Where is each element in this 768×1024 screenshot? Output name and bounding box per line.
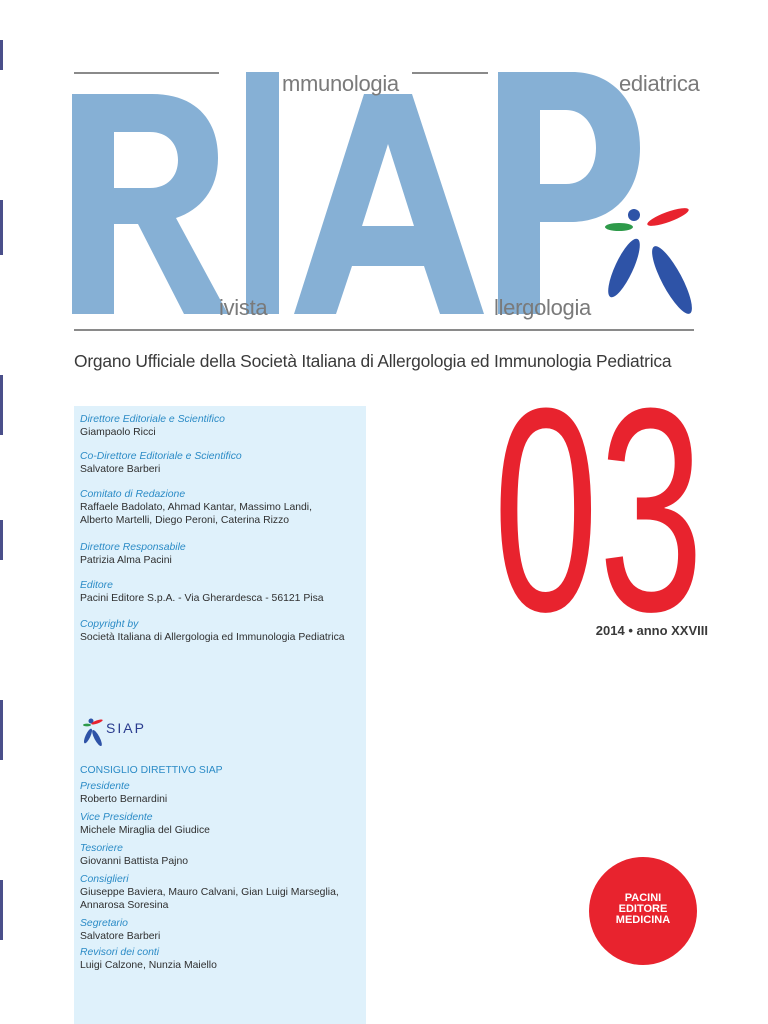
board-role: Direttore Editoriale e Scientifico <box>80 414 225 425</box>
council-heading-entry <box>80 764 223 777</box>
board-names: Alberto Martelli, Diego Peroni, Caterina Rizzo <box>80 515 290 526</box>
board-names: Patrizia Alma Pacini <box>80 555 172 566</box>
riap-logo <box>0 0 768 340</box>
board-entry <box>80 579 324 605</box>
board-names: Pacini Editore S.p.A. - Via Gherardesca - 56121 Pisa <box>80 593 324 604</box>
board-entry <box>80 618 345 644</box>
edge-mark <box>0 700 3 760</box>
badge-line: EDITORE <box>618 903 668 915</box>
edge-mark <box>0 880 3 940</box>
siap-logo <box>82 716 182 748</box>
council-role: Presidente <box>80 781 130 792</box>
siap-logo-text: SIAP <box>106 720 146 736</box>
council-entry <box>80 917 160 943</box>
issue-year-line: 2014 • anno XXVIII <box>595 623 708 638</box>
board-names: Società Italiana di Allergologia ed Immunologia Pediatrica <box>80 632 345 643</box>
council-names: Michele Miraglia del Giudice <box>80 825 210 836</box>
logo-letter-r <box>72 94 228 314</box>
council-entry <box>80 946 217 972</box>
council-names: Giuseppe Baviera, Mauro Calvani, Gian Luigi Marseglia, <box>80 887 339 898</box>
council-role: Segretario <box>80 918 128 929</box>
board-names: Salvatore Barberi <box>80 464 161 475</box>
masthead-word-rivista: ivista <box>219 295 268 320</box>
masthead-rule-middle <box>412 72 488 74</box>
board-role: Copyright by <box>80 619 139 630</box>
issue-number <box>490 388 710 638</box>
council-entry <box>80 780 167 806</box>
publisher-badge-text <box>589 893 697 926</box>
publisher-badge <box>589 857 697 965</box>
board-role: Direttore Responsabile <box>80 542 186 553</box>
council-names: Luigi Calzone, Nunzia Maiello <box>80 960 217 971</box>
journal-subtitle: Organo Ufficiale della Società Italiana di Allergologia ed Immunologia Pediatrica <box>74 351 672 371</box>
council-role: Tesoriere <box>80 843 123 854</box>
edge-mark <box>0 375 3 435</box>
board-entry <box>80 413 225 439</box>
council-heading: CONSIGLIO DIRETTIVO SIAP <box>80 765 223 776</box>
logo-letter-i <box>246 72 279 314</box>
masthead-rule-left <box>74 72 219 74</box>
logo-letter-a <box>294 94 484 314</box>
council-entry <box>80 842 188 868</box>
editorial-panel <box>74 406 366 1024</box>
board-role: Co-Direttore Editoriale e Scientifico <box>80 451 242 462</box>
masthead-word-allergologia: llergologia <box>494 295 591 320</box>
board-role: Comitato di Redazione <box>80 489 186 500</box>
board-role: Editore <box>80 580 113 591</box>
edge-mark <box>0 520 3 560</box>
badge-line: MEDICINA <box>615 914 671 926</box>
badge-line: PACINI <box>624 892 662 904</box>
council-entry <box>80 811 210 837</box>
council-role: Vice Presidente <box>80 812 153 823</box>
masthead <box>0 0 768 340</box>
council-names: Roberto Bernardini <box>80 794 168 805</box>
issue-number-text: 03 <box>493 388 704 638</box>
board-names: Giampaolo Ricci <box>80 427 156 438</box>
board-names: Raffaele Badolato, Ahmad Kantar, Massimo Landi, <box>80 502 313 513</box>
council-role: Revisori dei conti <box>80 947 160 958</box>
masthead-word-pediatrica: ediatrica <box>619 71 700 96</box>
board-entry <box>80 450 242 476</box>
board-entry <box>80 541 186 567</box>
council-names: Giovanni Battista Pajno <box>80 856 189 867</box>
council-names: Salvatore Barberi <box>80 931 161 942</box>
council-role: Consiglieri <box>80 874 129 885</box>
siap-figure-icon <box>82 716 104 746</box>
board-entry <box>80 488 312 527</box>
council-entry <box>80 873 339 912</box>
masthead-word-immunologia: mmunologia <box>282 71 399 96</box>
council-names: Annarosa Soresina <box>80 900 169 911</box>
figure-mark-icon <box>602 205 698 318</box>
